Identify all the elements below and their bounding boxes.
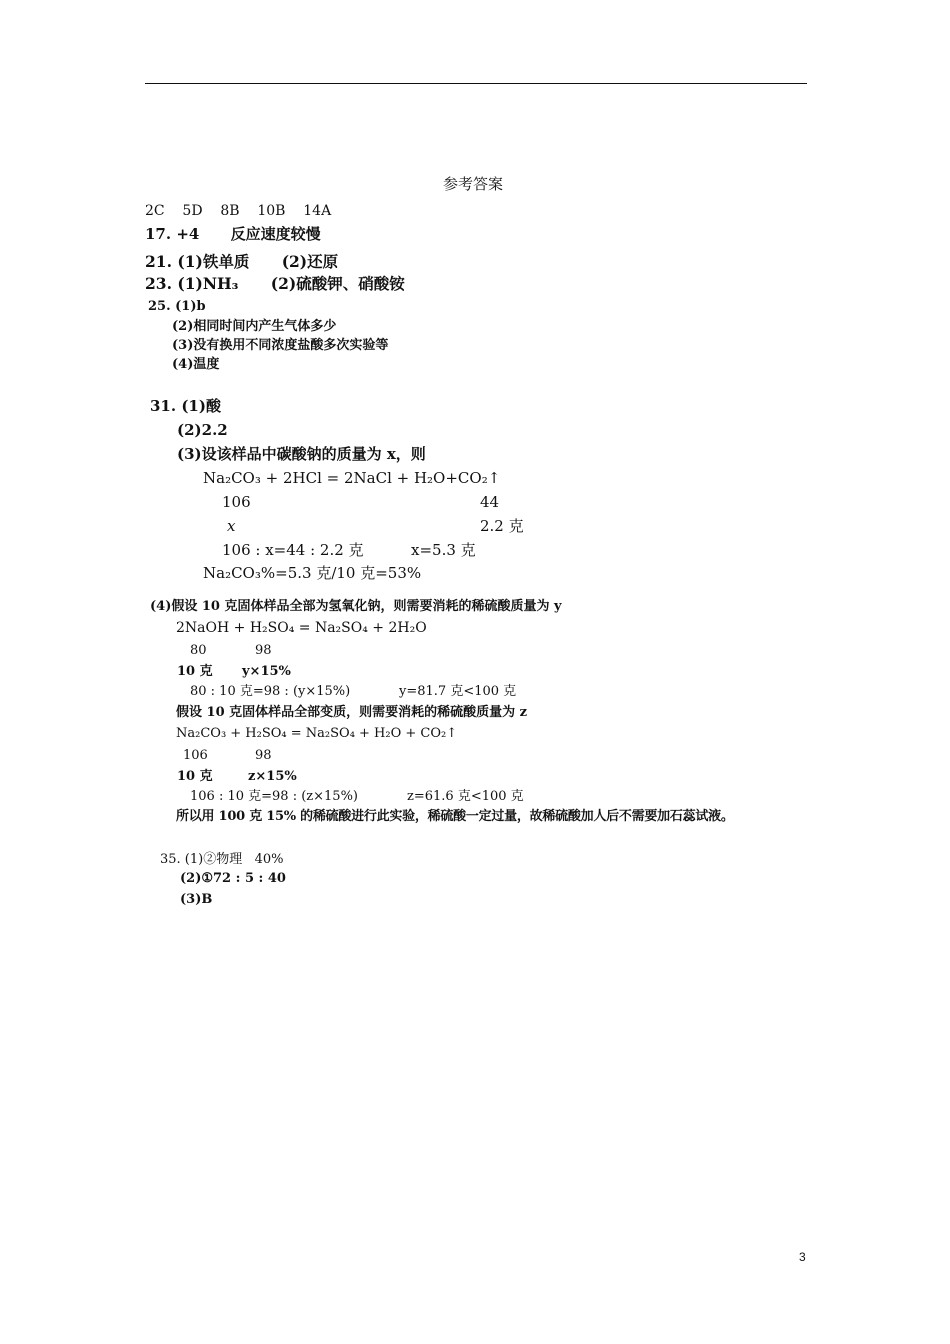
mass-80: 80 <box>190 643 207 658</box>
answer-31-2: (2)2.2 <box>177 421 228 439</box>
answer-25-4: (4)温度 <box>172 357 220 372</box>
page-number: 3 <box>799 1250 806 1264</box>
y-times-15: y×15% <box>242 664 291 679</box>
equation-naoh: 2NaOH + H₂SO₄ = Na₂SO₄ + 2H₂O <box>176 620 427 636</box>
percentage-31: Na₂CO₃%=5.3 克/10 克=53% <box>203 564 422 582</box>
unknown-x: x <box>227 517 236 535</box>
ratio-y: 80 : 10 克=98 : (y×15%) <box>190 684 351 699</box>
equation-na2co3: Na₂CO₃ + H₂SO₄ = Na₂SO₄ + H₂O + CO₂↑ <box>176 726 458 741</box>
equation-31: Na₂CO₃ + 2HCl = 2NaCl + H₂O+CO₂↑ <box>203 469 501 487</box>
conclusion: 所以用 100 克 15% 的稀硫酸进行此实验，稀硫酸一定过量，故稀硫酸加人后不需要加石蕊试液。 <box>176 809 734 824</box>
answer-31-4-second: 假设 10 克固体样品全部变质，则需要消耗的稀硫酸质量为 z <box>176 705 528 720</box>
mass-98-a: 98 <box>255 643 272 658</box>
mass-2-2: 2.2 克 <box>480 517 524 535</box>
answer-35-1: 35. (1)②物理 40% <box>160 852 284 867</box>
answer-35-2: (2)①72 : 5 : 40 <box>180 871 286 886</box>
solution-y: y=81.7 克<100 克 <box>399 684 517 699</box>
header-rule <box>145 83 807 84</box>
answer-23: 23. (1)NH₃ (2)硫酸钾、硝酸铵 <box>145 274 405 293</box>
answer-31-1: 31. (1)酸 <box>150 397 221 415</box>
solution-z: z=61.6 克<100 克 <box>407 789 524 804</box>
sample-10g-b: 10 克 <box>177 769 213 784</box>
answer-25-1: 25. (1)b <box>148 299 206 314</box>
molar-mass-106: 106 <box>222 493 251 511</box>
answer-17: 17. +4 反应速度较慢 <box>145 225 321 243</box>
molar-mass-44: 44 <box>480 493 500 511</box>
solution-x: x=5.3 克 <box>411 541 476 559</box>
page-title: 参考答案 <box>443 177 504 193</box>
answer-25-3: (3)没有换用不同浓度盐酸多次实验等 <box>172 338 389 353</box>
ratio-31: 106 : x=44 : 2.2 克 <box>222 541 364 559</box>
z-times-15: z×15% <box>248 769 297 784</box>
ratio-z: 106 : 10 克=98 : (z×15%) <box>190 789 358 804</box>
answer-31-4-intro: (4)假设 10 克固体样品全部为氢氧化钠，则需要消耗的稀硫酸质量为 y <box>150 599 562 614</box>
answer-35-3: (3)B <box>180 892 213 907</box>
mass-106-b: 106 <box>183 748 208 763</box>
answer-31-3: (3)设该样品中碳酸钠的质量为 x，则 <box>177 445 426 463</box>
sample-10g-a: 10 克 <box>177 664 213 679</box>
mass-98-b: 98 <box>255 748 272 763</box>
choice-answers: 2C 5D 8B 10B 14A <box>145 203 332 219</box>
answer-21: 21. (1)铁单质 (2)还原 <box>145 252 339 271</box>
answer-25-2: (2)相同时间内产生气体多少 <box>172 319 337 334</box>
